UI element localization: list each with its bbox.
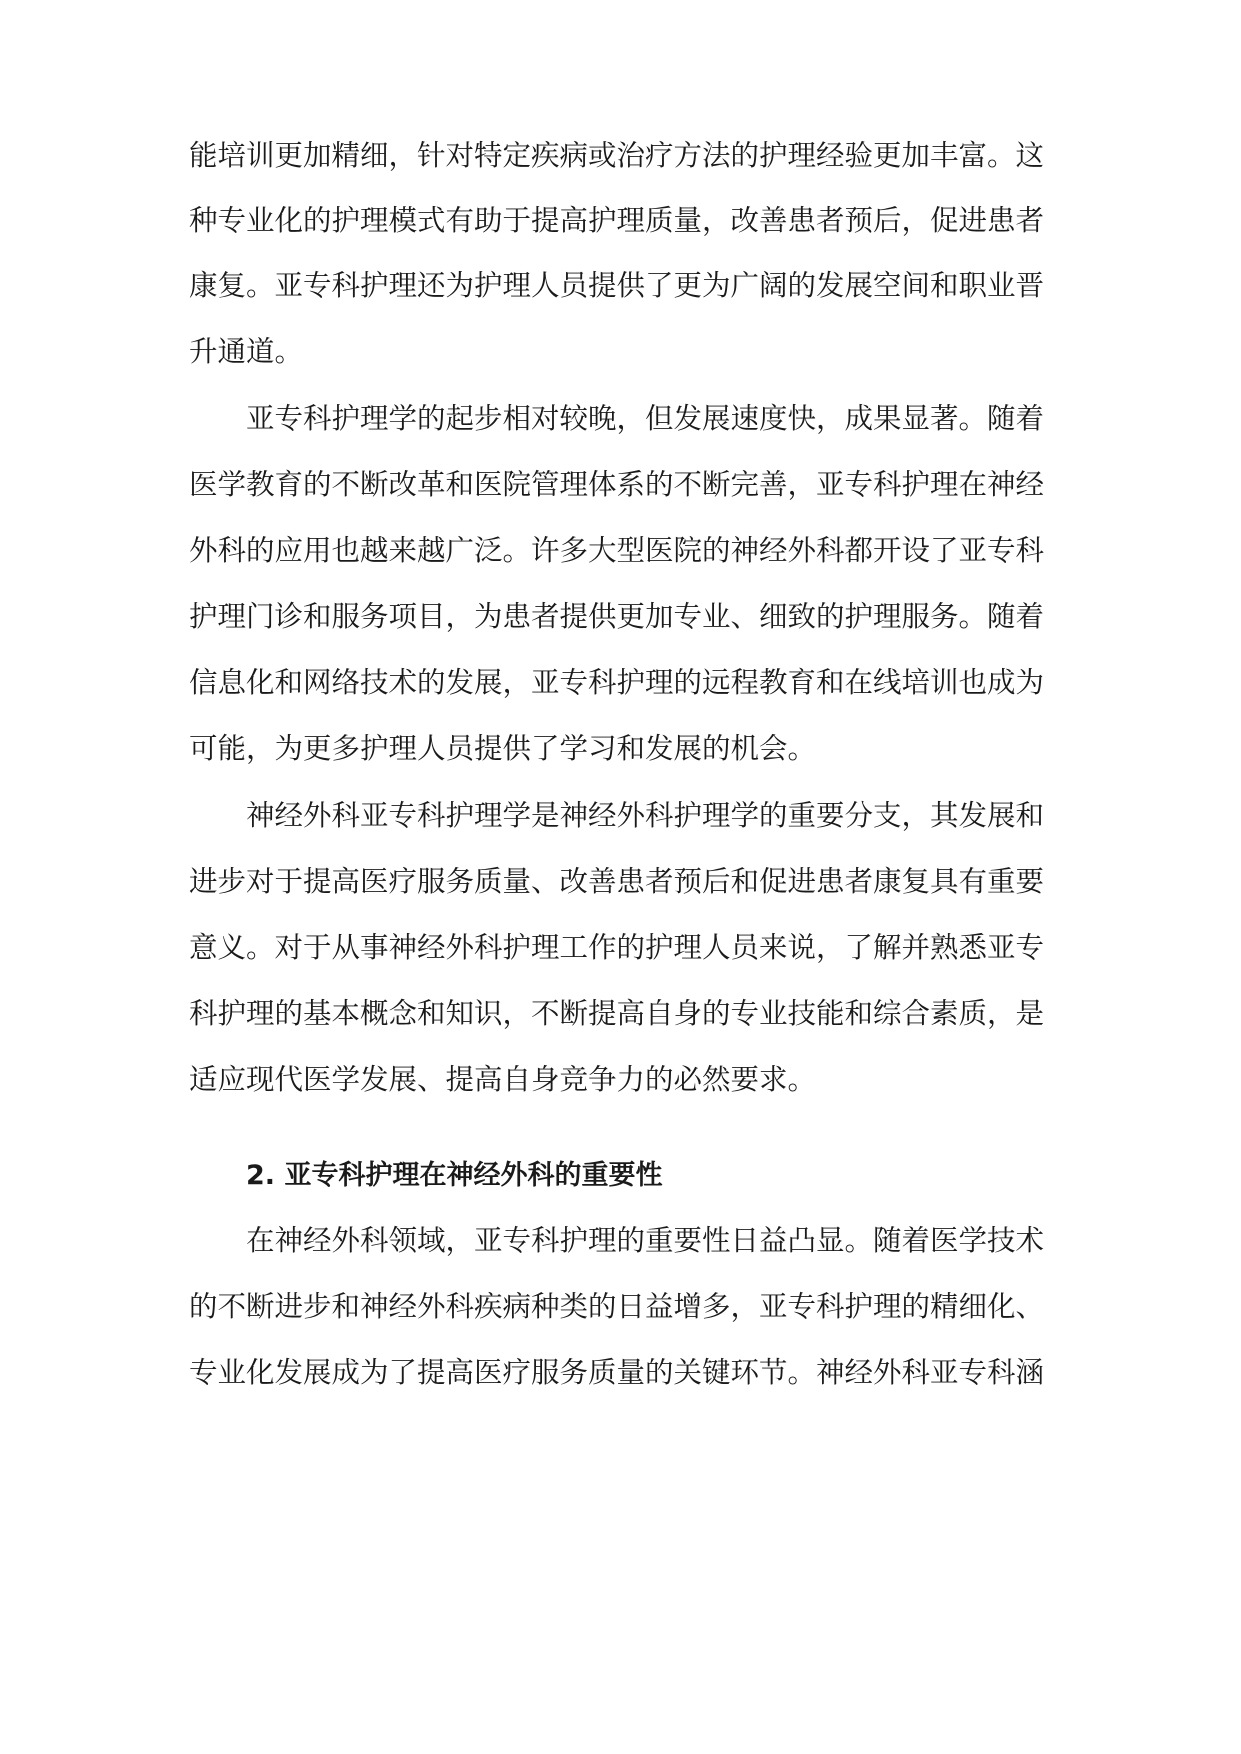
paragraph-1-line-4: 升通道。 bbox=[189, 335, 304, 368]
paragraph-2-line-5: 信息化和网络技术的发展，亚专科护理的远程教育和在线培训也成为 bbox=[189, 666, 1045, 699]
paragraph-2-line-3: 外科的应用也越来越广泛。许多大型医院的神经外科都开设了亚专科 bbox=[189, 534, 1045, 567]
paragraph-1-line-3: 康复。亚专科护理还为护理人员提供了更为广阔的发展空间和职业晋 bbox=[189, 269, 1045, 302]
paragraph-3-line-3: 意义。对于从事神经外科护理工作的护理人员来说，了解并熟悉亚专 bbox=[189, 931, 1045, 964]
section-paragraph-line-2: 的不断进步和神经外科疾病种类的日益增多，亚专科护理的精细化、 bbox=[189, 1290, 1045, 1323]
paragraph-2-line-2: 医学教育的不断改革和医院管理体系的不断完善，亚专科护理在神经 bbox=[189, 468, 1045, 501]
paragraph-1-line-1: 能培训更加精细，针对特定疾病或治疗方法的护理经验更加丰富。这 bbox=[189, 139, 1045, 172]
section-paragraph-line-3: 专业化发展成为了提高医疗服务质量的关键环节。神经外科亚专科涵 bbox=[189, 1356, 1045, 1389]
paragraph-3-line-4: 科护理的基本概念和知识，不断提高自身的专业技能和综合素质，是 bbox=[189, 997, 1045, 1030]
paragraph-2-line-6: 可能，为更多护理人员提供了学习和发展的机会。 bbox=[189, 732, 817, 765]
paragraph-3-line-5: 适应现代医学发展、提高自身竞争力的必然要求。 bbox=[189, 1063, 817, 1096]
section-paragraph-line-1: 在神经外科领域，亚专科护理的重要性日益凸显。随着医学技术 bbox=[246, 1224, 1045, 1257]
paragraph-2-line-4: 护理门诊和服务项目，为患者提供更加专业、细致的护理服务。随着 bbox=[189, 600, 1045, 633]
paragraph-1-line-2: 种专业化的护理模式有助于提高护理质量，改善患者预后，促进患者 bbox=[189, 204, 1045, 237]
paragraph-2-line-1: 亚专科护理学的起步相对较晚，但发展速度快，成果显著。随着 bbox=[246, 402, 1045, 435]
section-heading: 2. 亚专科护理在神经外科的重要性 bbox=[246, 1160, 663, 1191]
paragraph-3-line-1: 神经外科亚专科护理学是神经外科护理学的重要分支，其发展和 bbox=[246, 799, 1045, 832]
paragraph-3-line-2: 进步对于提高医疗服务质量、改善患者预后和促进患者康复具有重要 bbox=[189, 865, 1045, 898]
